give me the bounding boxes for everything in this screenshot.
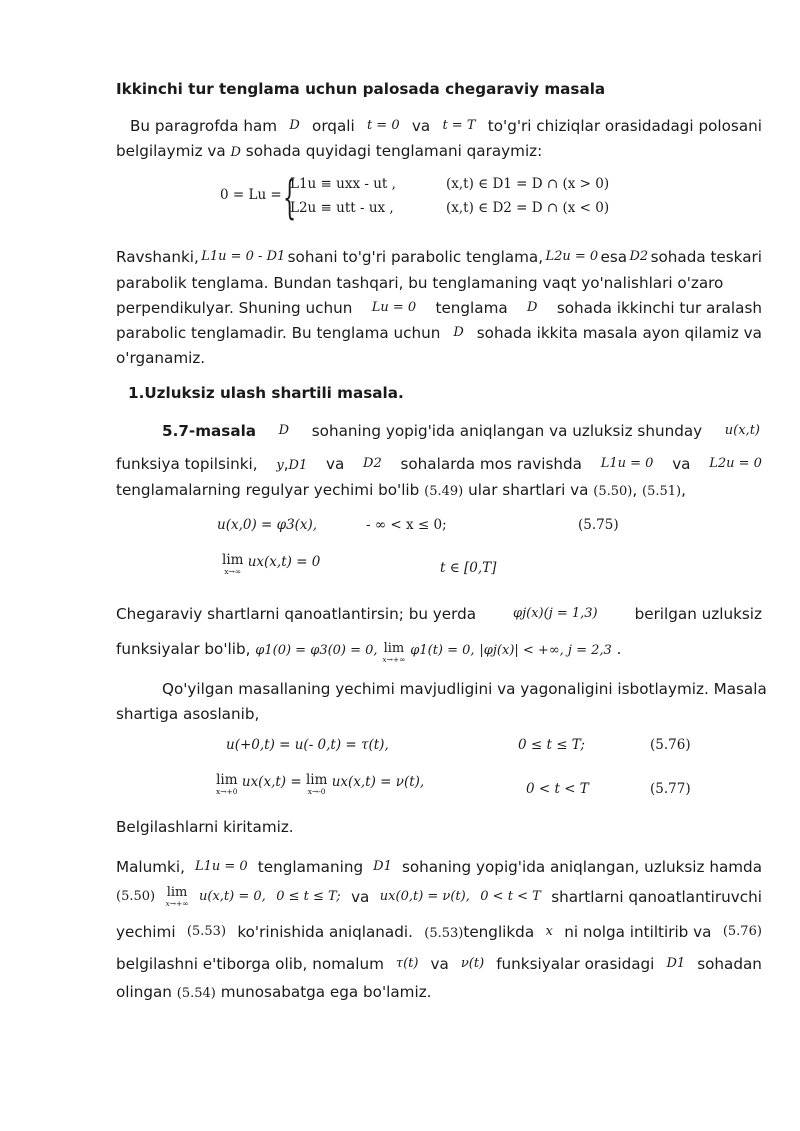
math: D1 xyxy=(288,458,308,473)
eq-5-77-cond: 0 < t < T xyxy=(526,781,589,797)
text: orqali xyxy=(312,117,355,135)
text: ni nolga intiltirib va xyxy=(564,923,712,941)
math: τ(t) xyxy=(395,956,419,971)
problem-line-1 xyxy=(162,421,760,441)
math: x xyxy=(545,924,553,939)
text: ko'rinishida aniqlanadi. xyxy=(237,923,413,941)
text: Bu paragrofda ham xyxy=(130,117,278,135)
math: ux(0,t) = ν(t), xyxy=(379,889,470,904)
limit-operator: lim x→+∞ xyxy=(382,641,406,664)
problem-label: 5.7-masala xyxy=(162,422,257,440)
text: Malumki, xyxy=(116,858,185,876)
text: Ravshanki, xyxy=(116,248,199,266)
paragraph-1-line-2 xyxy=(116,141,762,163)
math: L2u = 0 xyxy=(709,456,762,471)
conditions-line-1 xyxy=(116,604,762,624)
eq-ref: (5.76) xyxy=(722,924,762,939)
text: ular shartlari va xyxy=(468,481,589,499)
paragraph-5-line-1 xyxy=(116,857,762,877)
math: 0 ≤ t ≤ T; xyxy=(276,889,341,904)
eq-ref: (5.53) xyxy=(424,926,464,941)
math: Lu = 0 xyxy=(371,300,417,315)
paragraph-4: Belgilashlarni kiritamiz. xyxy=(116,818,294,836)
eq-limit-cond: t ∈ [0,T] xyxy=(440,560,497,576)
text: shartlarni qanoatlantiruvchi xyxy=(551,888,762,906)
text: , xyxy=(283,455,289,473)
math: D xyxy=(230,145,241,160)
text: sohada ikkinchi tur aralash xyxy=(556,299,762,317)
math: u(x,t) xyxy=(724,423,760,438)
text: tenglamalarning regulyar yechimi bo'lib xyxy=(116,481,420,499)
paragraph-2-line-1 xyxy=(116,247,762,267)
paragraph-5-line-5 xyxy=(116,982,762,1004)
math: D xyxy=(278,423,290,438)
text: munosabatga ega bo'lamiz. xyxy=(220,983,432,1001)
text: va xyxy=(325,455,345,473)
math: D1 xyxy=(373,859,392,874)
text: esa xyxy=(600,248,628,266)
eq-limit-lhs: ux(x,t) = 0 xyxy=(247,554,321,570)
text: sohadan xyxy=(697,955,762,973)
eq-5-76-cond: 0 ≤ t ≤ T; xyxy=(518,737,585,753)
math: y xyxy=(276,458,284,473)
eq-5-75-number: (5.75) xyxy=(578,517,619,533)
math: φ1(0) = φ3(0) = 0, xyxy=(255,643,378,658)
system-row-2-eq: L2u ≡ utt - ux , xyxy=(290,200,394,216)
paragraph-3-line-1: Qo'yilgan masallaning yechimi mavjudligini va yagonaligini isbotlaymiz. Masala xyxy=(162,680,767,698)
text: va xyxy=(430,955,449,973)
math: D xyxy=(289,118,300,133)
paragraph-5-line-3 xyxy=(116,922,762,944)
math: φj(x)(j = 1,3) xyxy=(513,606,598,621)
math: D xyxy=(527,300,538,315)
text: tenglama xyxy=(435,299,508,317)
eq-5-77 xyxy=(216,774,424,797)
eq-ref: (5.53) xyxy=(186,924,227,939)
paragraph-2-line-5: o'rganamiz. xyxy=(116,349,206,367)
math: u(x,t) = 0, xyxy=(199,889,266,904)
math: 0 < t < T xyxy=(480,889,541,904)
math: L1u = 0 xyxy=(194,859,248,874)
eq-5-77-number: (5.77) xyxy=(650,781,691,797)
limit-operator: lim x→∞ xyxy=(222,552,244,576)
paragraph-3-line-2: shartiga asoslanib, xyxy=(116,705,260,723)
math: ν(t) xyxy=(460,956,485,971)
text: Chegaraviy shartlarni qanoatlantirsin; bu yerda xyxy=(116,605,477,623)
math: L2u = 0 xyxy=(545,249,599,264)
section-heading: Ikkinchi tur tenglama uchun palosada chegaraviy masala xyxy=(116,80,606,98)
paragraph-5-line-2 xyxy=(116,887,762,909)
paragraph-5-line-4 xyxy=(116,954,762,974)
text: olingan xyxy=(116,983,172,1001)
text: yechimi xyxy=(116,923,176,941)
system-row-1-domain: (x,t) ∈ D1 = D ∩ (x > 0) xyxy=(446,176,610,192)
text: to'g'ri chiziqlar orasidadagi polosani xyxy=(487,117,762,135)
system-row-1-eq: L1u ≡ uxx - ut , xyxy=(290,176,396,192)
paragraph-1-line-1 xyxy=(130,116,762,136)
system-row-2-domain: (x,t) ∈ D2 = D ∩ (x < 0) xyxy=(446,200,610,216)
text: funksiyalar orasidagi xyxy=(496,955,655,973)
system-lhs: 0 = Lu = xyxy=(220,187,282,203)
eq-ref: (5.49) xyxy=(424,484,464,499)
math: t = T xyxy=(442,118,476,133)
text: . xyxy=(616,640,622,658)
math: D2 xyxy=(363,456,382,471)
text: , xyxy=(632,481,638,499)
text: sohada teskari xyxy=(650,248,762,266)
text: , xyxy=(681,481,686,499)
text: sohani to'g'ri parabolic tenglama, xyxy=(287,248,544,266)
paragraph-2-line-2: parabolik tenglama. Bundan tashqari, bu tenglamaning vaqt yo'nalishlari o'zaro xyxy=(116,274,724,292)
math: φ1(t) = 0, xyxy=(410,643,475,658)
text: belgilaymiz va xyxy=(116,142,226,160)
math: L1u = 0 xyxy=(600,456,654,471)
math: |φj(x)| < +∞, j = 2,3 xyxy=(479,643,612,658)
problem-line-3 xyxy=(116,480,762,502)
eq-5-75-lhs: u(x,0) = φ3(x), xyxy=(217,517,318,533)
eq-ref: (5.54) xyxy=(176,986,216,1001)
eq-5-76-number: (5.76) xyxy=(650,737,691,753)
limit-operator: lim x→+∞ xyxy=(165,885,189,908)
subsection-heading: 1.Uzluksiz ulash shartili masala. xyxy=(128,384,404,402)
text: funksiya topilsinki, xyxy=(116,455,258,473)
math: D xyxy=(453,325,464,340)
problem-line-2 xyxy=(116,454,762,476)
limit-operator: lim x→+0 xyxy=(216,772,238,796)
paragraph-2-line-4 xyxy=(116,323,762,343)
eq-ref: (5.50) xyxy=(593,484,633,499)
math: t = 0 xyxy=(366,118,400,133)
text: perpendikulyar. Shuning uchun xyxy=(116,299,353,317)
eq-5-75-cond: - ∞ < x ≤ 0; xyxy=(366,517,447,533)
limit-operator: lim x→-0 xyxy=(305,772,328,796)
math: L1u = 0 - D1 xyxy=(201,249,286,264)
text: va xyxy=(411,117,431,135)
eq-5-77-rhs: ux(x,t) = ν(t), xyxy=(331,774,425,790)
left-brace: { xyxy=(283,170,297,224)
text: tenglikda xyxy=(463,923,535,941)
text: belgilashni e'tiborga olib, nomalum xyxy=(116,955,384,973)
text: parabolic tenglamadir. Bu tenglama uchun xyxy=(116,324,441,342)
eq-5-77-mid: ux(x,t) = xyxy=(241,774,302,790)
text: sohaning yopig'ida aniqlangan, uzluksiz hamda xyxy=(401,858,762,876)
text: sohaning yopig'ida aniqlangan va uzluksiz shunday xyxy=(311,422,703,440)
eq-ref: (5.51) xyxy=(642,484,682,499)
eq-ref: (5.50) xyxy=(116,889,156,904)
text: va xyxy=(351,888,370,906)
eq-limit xyxy=(222,554,320,577)
text: berilgan uzluksiz xyxy=(634,605,762,623)
text: sohada quyidagi tenglamani qaraymiz: xyxy=(245,142,543,160)
conditions-line-2 xyxy=(116,639,762,665)
text: sohalarda mos ravishda xyxy=(400,455,582,473)
math: D2 xyxy=(629,249,649,264)
text: tenglamaning xyxy=(257,858,364,876)
text: funksiyalar bo'lib, xyxy=(116,640,251,658)
eq-5-76-lhs: u(+0,t) = u(- 0,t) = τ(t), xyxy=(226,737,389,753)
text: va xyxy=(672,455,691,473)
text: sohada ikkita masala ayon qilamiz va xyxy=(476,324,762,342)
paragraph-2-line-3 xyxy=(116,298,762,318)
math: D1 xyxy=(666,956,686,971)
